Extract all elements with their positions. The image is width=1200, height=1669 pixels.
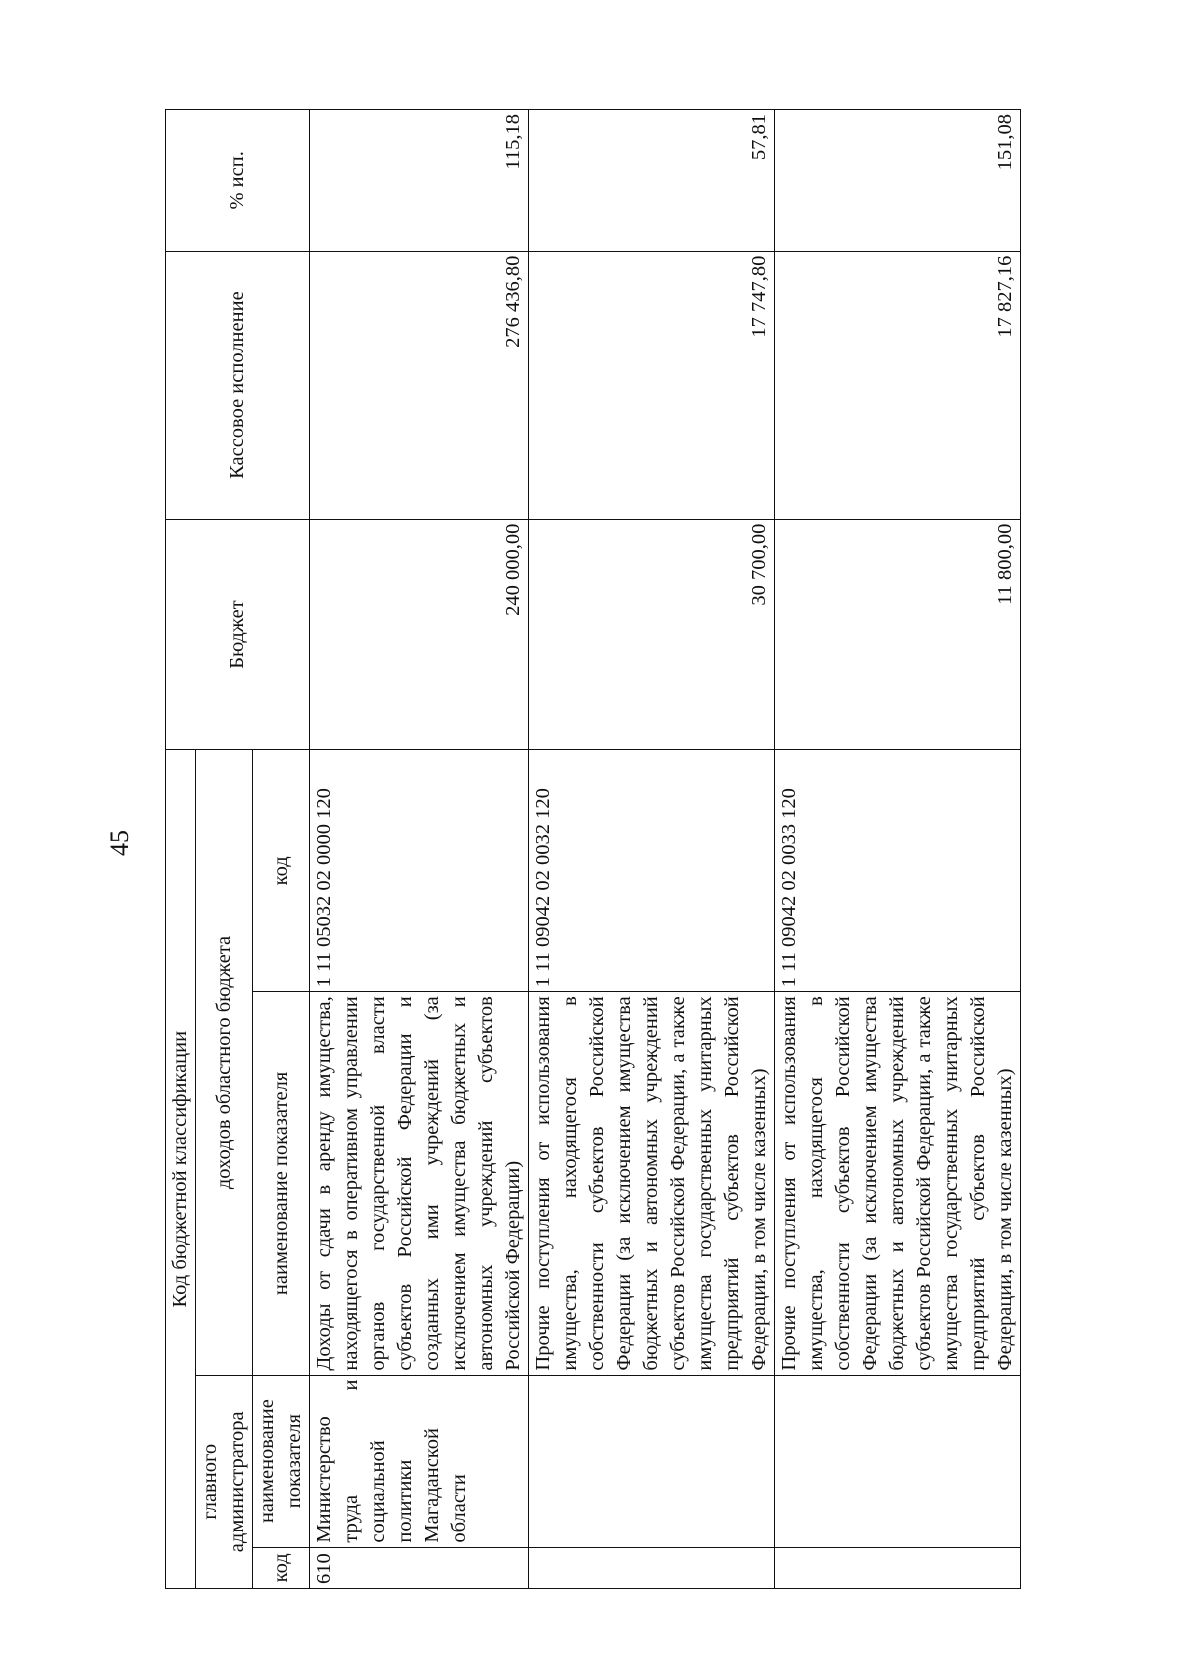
execution-cell: 17 747,80 <box>529 251 775 519</box>
table-row <box>310 110 529 1589</box>
budget-cell: 11 800,00 <box>775 519 1021 750</box>
admin-name-cell <box>529 1375 775 1547</box>
execution-cell: 276 436,80 <box>310 251 529 519</box>
page-number: 45 <box>105 830 134 856</box>
income-name-cell: Прочие поступления от использования имущества, находящегося в собственности субъектов Российской Федерации (за исключением имущества бюджетных и автономных учреждений субъектов Российской Федерации, а также имущества государственных унитарных предприятий субъектов Российской Федерации, в том числе казенных) <box>775 992 1021 1375</box>
header-percent: % исп. <box>166 110 310 252</box>
percent-cell: 115,18 <box>310 110 529 252</box>
admin-code-cell: 610 <box>310 1547 529 1588</box>
header-income-group: доходов областного бюджета <box>196 750 253 1375</box>
budget-cell: 30 700,00 <box>529 519 775 750</box>
income-code-cell: 1 11 09042 02 0032 120 <box>529 750 775 992</box>
budget-table <box>165 109 1021 1589</box>
header-budget: Бюджет <box>166 519 310 750</box>
income-name-cell: Доходы от сдачи в аренду имущества, находящегося в оперативном управлении органов государственной власти субъектов Российской Федерации и созданных ими учреждений (за исключением имущества бюджетных и автономных учреждений субъектов Российской Федерации) <box>310 992 529 1375</box>
income-code-cell: 1 11 05032 02 0000 120 <box>310 750 529 992</box>
admin-name-cell: Министерство труда и социальной политики Магаданской области <box>310 1375 529 1547</box>
table-region <box>165 109 1016 1589</box>
income-name-cell: Прочие поступления от использования имущества, находящегося в собственности субъектов Российской Федерации (за исключением имущества бюджетных и автономных учреждений субъектов Российской Федерации, а также имущества государственных унитарных предприятий субъектов Российской Федерации, в том числе казенных) <box>529 992 775 1375</box>
income-code-cell: 1 11 09042 02 0033 120 <box>775 750 1021 992</box>
header-admin-group: главного администратора <box>196 1375 253 1588</box>
table-row <box>529 110 775 1589</box>
header-execution: Кассовое исполнение <box>166 251 310 519</box>
header-income-code: код <box>253 750 310 992</box>
admin-code-cell <box>529 1547 775 1588</box>
admin-name-cell <box>775 1375 1021 1547</box>
execution-cell: 17 827,16 <box>775 251 1021 519</box>
header-admin-name: наименование показателя <box>253 1375 310 1547</box>
header-income-name: наименование показателя <box>253 992 310 1375</box>
admin-code-cell <box>775 1547 1021 1588</box>
table-row <box>775 110 1021 1589</box>
percent-cell: 151,08 <box>775 110 1021 252</box>
rotated-table-container <box>165 109 1016 1589</box>
budget-cell: 240 000,00 <box>310 519 529 750</box>
percent-cell: 57,81 <box>529 110 775 252</box>
header-admin-code: код <box>253 1547 310 1588</box>
header-budget-classification: Код бюджетной классификации <box>166 750 196 1589</box>
